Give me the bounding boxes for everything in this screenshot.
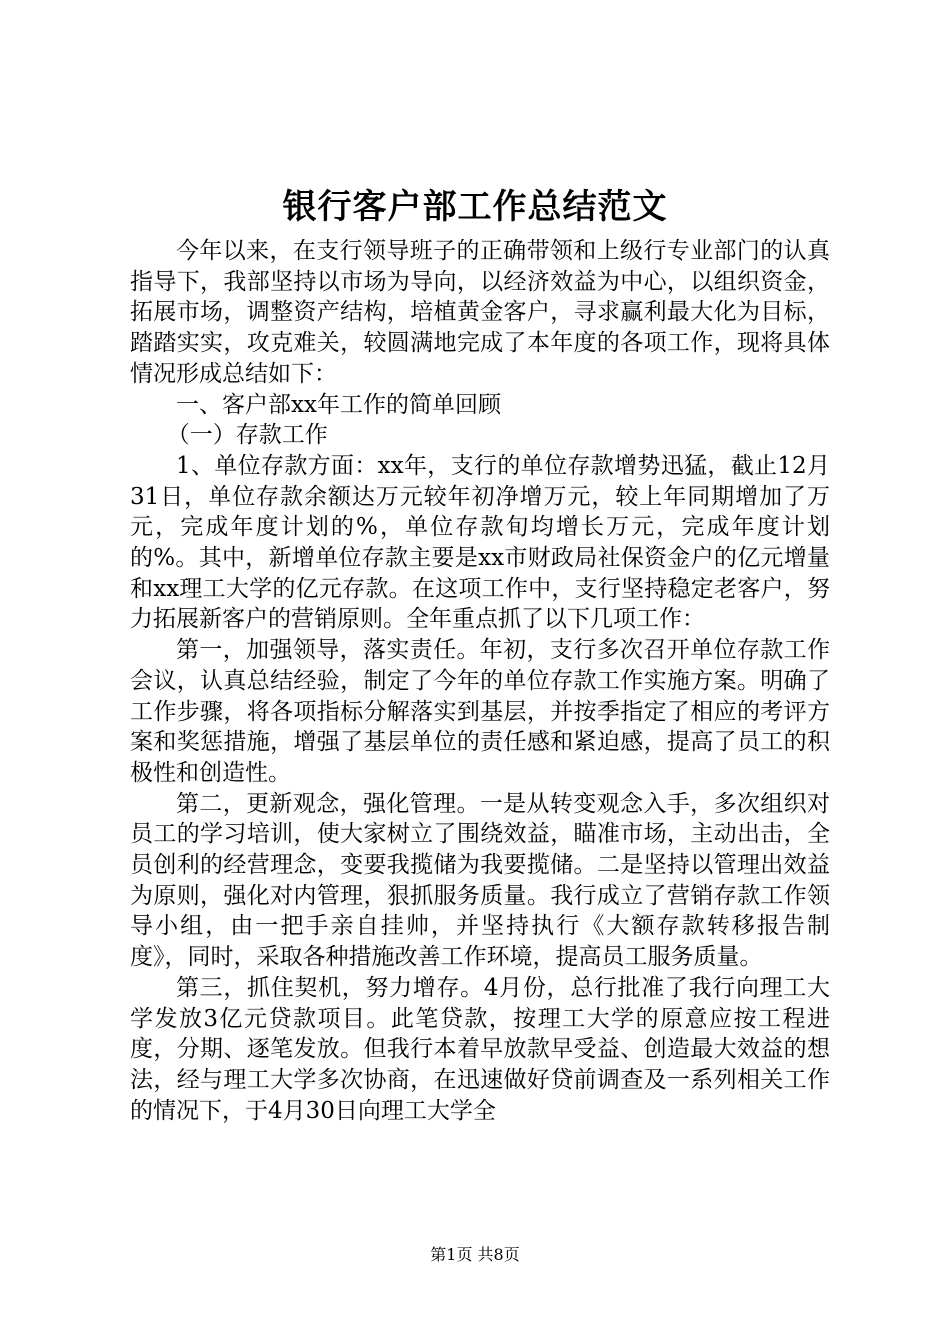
deposit-paragraph: 1、单位存款方面：xx年，支行的单位存款增势迅猛，截止12月31日，单位存款余额达万元较年初净增万元，较上年同期增加了万元，完成年度计划的%，单位存款旬均增长万元，完成年度计划的%。其中，新增单位存款主要是xx市财政局社保资金户的亿元增量和xx理工大学的亿元存款。在这项工作中，支行坚持稳定老客户，努力拓展新客户的营销原则。全年重点抓了以下几项工作： bbox=[130, 452, 830, 633]
section-heading: 一、客户部xx年工作的简单回顾 bbox=[176, 391, 501, 418]
document-body bbox=[130, 236, 830, 1126]
page-footer: 第1页 共8页 bbox=[430, 1245, 520, 1264]
subsection-heading: （一）存款工作 bbox=[166, 422, 328, 449]
document-title: 银行客户部工作总结范文 bbox=[282, 187, 668, 227]
point-three-paragraph: 第三，抓住契机，努力增存。4月份，总行批准了我行向理工大学发放3亿元贷款项目。此笔贷款，按理工大学的原意应按工程进度，分期、逐笔发放。但我行本着早放款早受益、创造最大效益的想法，经与理工大学多次协商，在迅速做好贷前调查及一系列相关工作的情况下，于4月30日向理工大学全 bbox=[130, 974, 830, 1124]
intro-paragraph: 今年以来，在支行领导班子的正确带领和上级行专业部门的认真指导下，我部坚持以市场为导向，以经济效益为中心，以组织资金，拓展市场，调整资产结构，培植黄金客户，寻求赢利最大化为目标，踏踏实实，攻克难关，较圆满地完成了本年度的各项工作，现将具体情况形成总结如下： bbox=[130, 238, 830, 387]
point-one-paragraph: 第一，加强领导，落实责任。年初，支行多次召开单位存款工作会议，认真总结经验，制定了今年的单位存款工作实施方案。明确了工作步骤，将各项指标分解落实到基层，并按季指定了相应的考评方案和奖惩措施，增强了基层单位的责任感和紧迫感，提高了员工的积极性和创造性。 bbox=[130, 637, 830, 786]
point-two-paragraph: 第二，更新观念，强化管理。一是从转变观念入手，多次组织对员工的学习培训，使大家树立了围绕效益，瞄准市场，主动出击，全员创利的经营理念，变要我揽储为我要揽储。二是坚持以管理出效益为原则，强化对内管理，狠抓服务质量。我行成立了营销存款工作领导小组，由一把手亲自挂帅，并坚持执行《大额存款转移报告制度》，同时，采取各种措施改善工作环境，提高员工服务质量。 bbox=[130, 790, 830, 971]
